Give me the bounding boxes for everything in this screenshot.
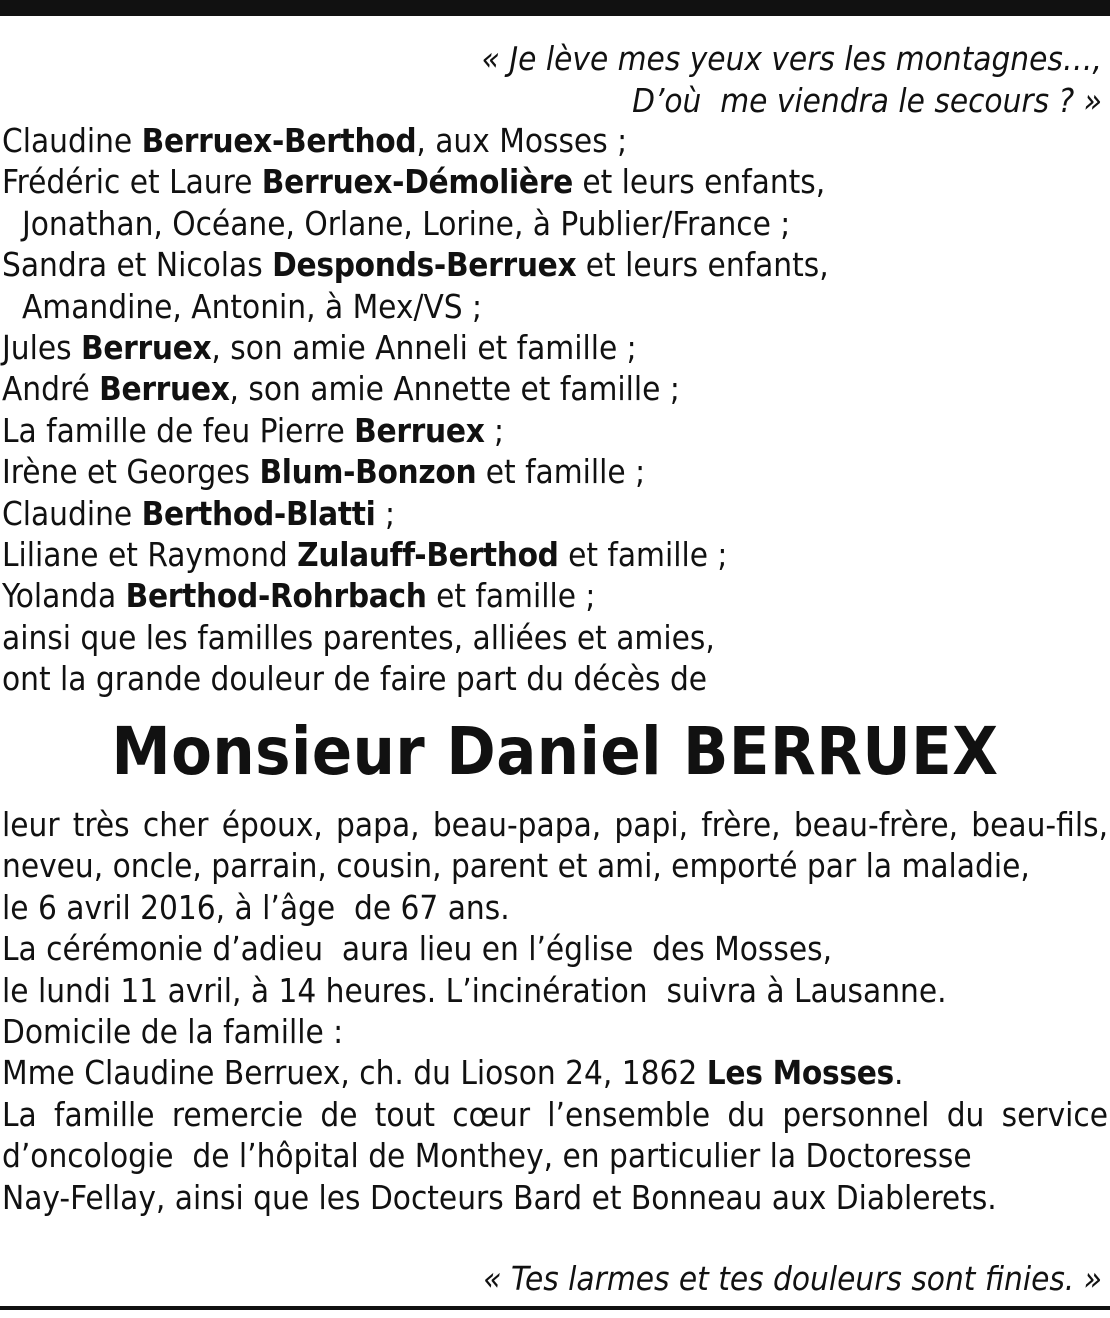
line-text: ; bbox=[375, 493, 395, 533]
details-line bbox=[2, 804, 1108, 845]
bold-name: Berruex-Berthod bbox=[141, 121, 417, 160]
line-text: et famille ; bbox=[476, 452, 646, 492]
verse-line-2: D’où me viendra le secours ? » bbox=[632, 81, 1102, 120]
line-text: Claudine bbox=[2, 493, 142, 533]
family-line bbox=[2, 451, 829, 492]
family-line bbox=[2, 575, 829, 616]
line-text: Irène et Georges bbox=[2, 452, 260, 492]
family-line bbox=[2, 203, 829, 244]
closing-verse: « Tes larmes et tes douleurs sont finies. » bbox=[483, 1259, 1102, 1298]
line-text: et famille ; bbox=[558, 534, 728, 574]
family-line bbox=[2, 617, 829, 658]
family-line bbox=[2, 534, 829, 575]
line-text: , son amie Anneli et famille ; bbox=[211, 327, 637, 367]
deceased-name: Monsieur Daniel BERRUEX bbox=[111, 713, 999, 790]
line-text: leur très cher époux, papa, beau-papa, papi, frère, beau-frère, beau-fils, bbox=[2, 805, 1108, 844]
family-line bbox=[2, 244, 829, 285]
details-line bbox=[2, 845, 1108, 886]
family-line bbox=[2, 658, 829, 699]
line-text: Liliane et Raymond bbox=[2, 534, 298, 574]
line-text: Sandra et Nicolas bbox=[2, 245, 273, 285]
line-text: ainsi que les familles parentes, alliées et amies, bbox=[2, 617, 715, 657]
line-text: , aux Mosses ; bbox=[416, 121, 628, 160]
top-rule bbox=[0, 0, 1110, 16]
details-line bbox=[2, 1011, 1108, 1052]
family-line bbox=[2, 410, 829, 451]
line-text: et famille ; bbox=[426, 576, 596, 616]
bold-name: Berthod-Rohrbach bbox=[125, 576, 427, 616]
bold-name: Berruex bbox=[81, 327, 212, 367]
announcement-details bbox=[2, 804, 1108, 1218]
family-line bbox=[2, 368, 829, 409]
bottom-rule bbox=[0, 1306, 1110, 1310]
bold-name: Berruex bbox=[354, 410, 485, 450]
line-text: Claudine bbox=[2, 121, 142, 160]
line-text: Frédéric et Laure bbox=[2, 162, 262, 202]
line-text: Domicile de la famille : bbox=[2, 1011, 344, 1051]
details-line bbox=[2, 1177, 1108, 1218]
details-line bbox=[2, 970, 1108, 1011]
bold-name: Desponds-Berruex bbox=[272, 245, 577, 285]
line-text: Mme Claudine Berruex, ch. du Lioson 24, 1862 bbox=[2, 1053, 707, 1093]
line-text: ont la grande douleur de faire part du décès de bbox=[2, 659, 708, 699]
line-text: le lundi 11 avril, à 14 heures. L’incinération suivra à Lausanne. bbox=[2, 970, 947, 1010]
bold-name: Berruex-Démolière bbox=[261, 162, 573, 202]
line-text: d’oncologie de l’hôpital de Monthey, en particulier la Doctoresse bbox=[2, 1136, 972, 1176]
bold-name: Berruex bbox=[99, 369, 230, 409]
line-text: La cérémonie d’adieu aura lieu en l’église des Mosses, bbox=[2, 929, 833, 969]
family-line bbox=[2, 493, 829, 534]
bold-name: Blum-Bonzon bbox=[259, 452, 477, 492]
bold-name: Zulauff-Berthod bbox=[297, 534, 559, 574]
details-line bbox=[2, 1052, 1108, 1093]
line-text: et leurs enfants, bbox=[572, 162, 826, 202]
line-text: le 6 avril 2016, à l’âge de 67 ans. bbox=[2, 887, 510, 927]
family-line bbox=[2, 161, 829, 202]
details-line bbox=[2, 1135, 1108, 1176]
family-line bbox=[2, 286, 829, 327]
line-text: et leurs enfants, bbox=[576, 245, 829, 285]
line-text: , son amie Annette et famille ; bbox=[229, 369, 680, 409]
line-text: Yolanda bbox=[2, 576, 126, 616]
bold-name: Berthod-Blatti bbox=[141, 493, 376, 533]
details-line bbox=[2, 887, 1108, 928]
family-line bbox=[2, 120, 829, 161]
details-line bbox=[2, 1094, 1108, 1135]
bold-name: Les Mosses bbox=[706, 1053, 894, 1093]
line-text: La famille de feu Pierre bbox=[2, 410, 355, 450]
opening-verse bbox=[482, 38, 1102, 122]
line-text: Nay-Fellay, ainsi que les Docteurs Bard et Bonneau aux Diablerets. bbox=[2, 1177, 997, 1217]
line-text: neveu, oncle, parrain, cousin, parent et ami, emporté par la maladie, bbox=[2, 846, 1030, 886]
line-text: La famille remercie de tout cœur l’ensemble du personnel du service bbox=[2, 1094, 1108, 1134]
line-text: Jules bbox=[2, 327, 81, 367]
line-text: Jonathan, Océane, Orlane, Lorine, à Publier/France ; bbox=[22, 203, 791, 243]
line-text: André bbox=[2, 369, 100, 409]
line-text: . bbox=[893, 1053, 904, 1093]
verse-line-1: « Je lève mes yeux vers les montagnes…, bbox=[481, 39, 1102, 78]
line-text: ; bbox=[484, 410, 504, 450]
details-line bbox=[2, 928, 1108, 969]
family-list bbox=[2, 120, 829, 699]
line-text: Amandine, Antonin, à Mex/VS ; bbox=[22, 286, 483, 326]
family-line bbox=[2, 327, 829, 368]
